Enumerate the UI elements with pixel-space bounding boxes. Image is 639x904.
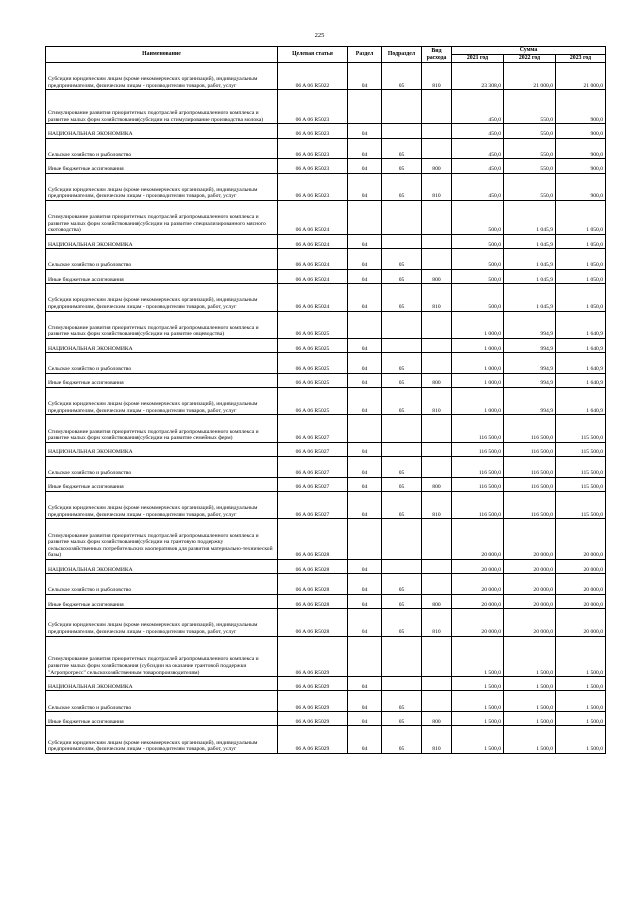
table-row xyxy=(46,726,606,753)
cell-article: 06 A 06 R5029 xyxy=(278,691,348,712)
cell-kind xyxy=(422,311,452,338)
cell-value-2021: 500,0 xyxy=(452,234,504,248)
cell-value-2021: 1 500,0 xyxy=(452,677,504,691)
cell-section xyxy=(348,200,382,234)
header-kind: Вид расхода xyxy=(422,47,452,63)
cell-kind xyxy=(422,200,452,234)
cell-section: 04 xyxy=(348,492,382,519)
cell-section: 04 xyxy=(348,691,382,712)
cell-section xyxy=(348,311,382,338)
header-section: Раздел xyxy=(348,47,382,63)
cell-kind xyxy=(422,90,452,124)
cell-name: Субсидии юридическим лицам (кроме некоммерческих организаций), индивидуальным предпринимателям, физическим лицам - производителям товаров, работ, услуг xyxy=(46,63,278,90)
header-article: Целевая статья xyxy=(278,47,348,63)
cell-value-2021: 500,0 xyxy=(452,269,504,283)
cell-article: 06 A 06 R5029 xyxy=(278,712,348,726)
cell-value-2021: 500,0 xyxy=(452,284,504,311)
header-year-2023: 2023 год xyxy=(556,55,606,63)
cell-section: 04 xyxy=(348,63,382,90)
cell-value-2022: 116 500,0 xyxy=(504,477,556,491)
cell-article: 06 A 06 R5024 xyxy=(278,249,348,270)
cell-value-2022: 1 500,0 xyxy=(504,691,556,712)
cell-value-2023: 20 000,0 xyxy=(556,574,606,595)
cell-name: Сельское хозяйство и рыболовство xyxy=(46,353,278,374)
table-body xyxy=(46,63,606,754)
table-row xyxy=(46,457,606,478)
cell-value-2023: 1 500,0 xyxy=(556,677,606,691)
cell-value-2021: 116 500,0 xyxy=(452,415,504,442)
cell-value-2022: 994,9 xyxy=(504,388,556,415)
cell-name: Субсидии юридическим лицам (кроме некоммерческих организаций), индивидуальным предпринимателям, физическим лицам - производителям товаров, работ, услуг xyxy=(46,609,278,636)
table-row xyxy=(46,138,606,159)
cell-subsection: 05 xyxy=(382,477,422,491)
cell-article: 06 A 06 R5024 xyxy=(278,234,348,248)
cell-article: 06 A 06 R5027 xyxy=(278,477,348,491)
cell-value-2021: 450,0 xyxy=(452,90,504,124)
cell-name: НАЦИОНАЛЬНАЯ ЭКОНОМИКА xyxy=(46,338,278,352)
cell-kind xyxy=(422,574,452,595)
cell-value-2021: 1 500,0 xyxy=(452,691,504,712)
cell-article: 06 A 06 R5025 xyxy=(278,388,348,415)
cell-value-2023: 20 000,0 xyxy=(556,609,606,636)
cell-section: 04 xyxy=(348,477,382,491)
cell-name: Сельское хозяйство и рыболовство xyxy=(46,691,278,712)
header-year-2021: 2021 год xyxy=(452,55,504,63)
header-subsection: Подраздел xyxy=(382,47,422,63)
cell-value-2022: 550,0 xyxy=(504,138,556,159)
cell-value-2021: 1 500,0 xyxy=(452,726,504,753)
cell-value-2023: 1 050,0 xyxy=(556,269,606,283)
cell-section: 04 xyxy=(348,249,382,270)
cell-value-2022: 1 045,9 xyxy=(504,249,556,270)
table-row xyxy=(46,388,606,415)
cell-section: 04 xyxy=(348,159,382,173)
table-row xyxy=(46,124,606,138)
cell-article: 06 A 06 R5027 xyxy=(278,457,348,478)
cell-value-2023: 21 000,0 xyxy=(556,63,606,90)
cell-kind xyxy=(422,457,452,478)
cell-section: 04 xyxy=(348,373,382,387)
cell-subsection: 05 xyxy=(382,595,422,609)
cell-kind: 810 xyxy=(422,726,452,753)
table-row xyxy=(46,159,606,173)
cell-value-2023: 115 500,0 xyxy=(556,442,606,456)
cell-value-2022: 994,9 xyxy=(504,311,556,338)
cell-article: 06 A 06 R5024 xyxy=(278,284,348,311)
header-year-2022: 2022 год xyxy=(504,55,556,63)
cell-kind xyxy=(422,677,452,691)
cell-section: 04 xyxy=(348,560,382,574)
cell-kind xyxy=(422,249,452,270)
cell-name: Иные бюджетные ассигнования xyxy=(46,269,278,283)
cell-value-2023: 900,0 xyxy=(556,124,606,138)
table-row xyxy=(46,442,606,456)
cell-value-2021: 450,0 xyxy=(452,138,504,159)
table-row xyxy=(46,691,606,712)
cell-value-2021: 116 500,0 xyxy=(452,477,504,491)
cell-article: 06 A 06 R5028 xyxy=(278,560,348,574)
cell-value-2022: 116 500,0 xyxy=(504,442,556,456)
cell-kind xyxy=(422,138,452,159)
cell-article: 06 A 06 R5028 xyxy=(278,574,348,595)
cell-name: Иные бюджетные ассигнования xyxy=(46,477,278,491)
cell-section: 04 xyxy=(348,338,382,352)
cell-value-2022: 1 500,0 xyxy=(504,636,556,677)
cell-value-2022: 550,0 xyxy=(504,90,556,124)
cell-name: Иные бюджетные ассигнования xyxy=(46,159,278,173)
cell-kind: 810 xyxy=(422,492,452,519)
cell-subsection: 05 xyxy=(382,173,422,200)
cell-value-2023: 1 050,0 xyxy=(556,284,606,311)
table-row xyxy=(46,609,606,636)
table-row xyxy=(46,560,606,574)
cell-value-2023: 900,0 xyxy=(556,90,606,124)
cell-article: 06 A 06 R5024 xyxy=(278,200,348,234)
cell-article: 06 A 06 R5025 xyxy=(278,311,348,338)
cell-subsection xyxy=(382,124,422,138)
cell-name: Иные бюджетные ассигнования xyxy=(46,595,278,609)
cell-name: Стимулирование развития приоритетных подотраслей агропромышленного комплекса и развитие малых форм хозяйствования (субсидии на оказание грантовой поддержки "Агропрогресс" сельскохозяйственным товаропроизводителям) xyxy=(46,636,278,677)
cell-value-2022: 20 000,0 xyxy=(504,574,556,595)
cell-value-2023: 115 500,0 xyxy=(556,492,606,519)
cell-section: 04 xyxy=(348,353,382,374)
cell-value-2023: 115 500,0 xyxy=(556,457,606,478)
cell-value-2022: 1 045,9 xyxy=(504,200,556,234)
cell-kind xyxy=(422,353,452,374)
cell-section: 04 xyxy=(348,173,382,200)
cell-value-2021: 1 000,0 xyxy=(452,388,504,415)
cell-section: 04 xyxy=(348,677,382,691)
cell-article: 06 A 06 R5027 xyxy=(278,492,348,519)
cell-name: НАЦИОНАЛЬНАЯ ЭКОНОМИКА xyxy=(46,677,278,691)
cell-value-2021: 450,0 xyxy=(452,159,504,173)
table-row xyxy=(46,477,606,491)
cell-value-2023: 20 000,0 xyxy=(556,519,606,560)
cell-kind: 800 xyxy=(422,159,452,173)
cell-value-2021: 116 500,0 xyxy=(452,492,504,519)
cell-section: 04 xyxy=(348,712,382,726)
cell-value-2021: 20 000,0 xyxy=(452,560,504,574)
cell-section: 04 xyxy=(348,609,382,636)
cell-value-2022: 116 500,0 xyxy=(504,457,556,478)
cell-section: 04 xyxy=(348,388,382,415)
cell-kind: 800 xyxy=(422,373,452,387)
table-row xyxy=(46,311,606,338)
cell-article: 06 A 06 R5027 xyxy=(278,442,348,456)
cell-subsection: 05 xyxy=(382,457,422,478)
cell-value-2021: 20 000,0 xyxy=(452,519,504,560)
table-row xyxy=(46,574,606,595)
table-row xyxy=(46,90,606,124)
cell-value-2023: 1 500,0 xyxy=(556,712,606,726)
cell-value-2023: 1 500,0 xyxy=(556,726,606,753)
cell-kind: 810 xyxy=(422,173,452,200)
cell-subsection xyxy=(382,442,422,456)
cell-name: Иные бюджетные ассигнования xyxy=(46,373,278,387)
cell-value-2022: 550,0 xyxy=(504,173,556,200)
budget-table xyxy=(45,46,606,754)
cell-name: Субсидии юридическим лицам (кроме некоммерческих организаций), индивидуальным предпринимателям, физическим лицам - производителям товаров, работ, услуг xyxy=(46,388,278,415)
table-row xyxy=(46,200,606,234)
cell-subsection: 05 xyxy=(382,726,422,753)
cell-value-2023: 1 050,0 xyxy=(556,200,606,234)
cell-article: 06 A 06 R5025 xyxy=(278,338,348,352)
table-row xyxy=(46,63,606,90)
cell-article: 06 A 06 R5022 xyxy=(278,63,348,90)
cell-kind: 810 xyxy=(422,388,452,415)
cell-value-2023: 900,0 xyxy=(556,173,606,200)
cell-section: 04 xyxy=(348,574,382,595)
cell-subsection: 05 xyxy=(382,138,422,159)
cell-value-2022: 20 000,0 xyxy=(504,519,556,560)
cell-kind xyxy=(422,636,452,677)
cell-subsection: 05 xyxy=(382,159,422,173)
cell-value-2021: 500,0 xyxy=(452,200,504,234)
table-row xyxy=(46,373,606,387)
cell-value-2021: 450,0 xyxy=(452,173,504,200)
cell-value-2023: 1 640,9 xyxy=(556,353,606,374)
cell-subsection: 05 xyxy=(382,353,422,374)
table-row xyxy=(46,234,606,248)
cell-kind xyxy=(422,124,452,138)
cell-subsection: 05 xyxy=(382,63,422,90)
cell-article: 06 A 06 R5025 xyxy=(278,373,348,387)
cell-value-2022: 994,9 xyxy=(504,338,556,352)
cell-kind: 810 xyxy=(422,284,452,311)
cell-value-2023: 20 000,0 xyxy=(556,595,606,609)
cell-value-2022: 1 500,0 xyxy=(504,677,556,691)
cell-section: 04 xyxy=(348,457,382,478)
cell-value-2023: 900,0 xyxy=(556,159,606,173)
cell-subsection xyxy=(382,519,422,560)
cell-subsection xyxy=(382,200,422,234)
cell-subsection: 05 xyxy=(382,691,422,712)
cell-subsection: 05 xyxy=(382,373,422,387)
cell-name: Субсидии юридическим лицам (кроме некоммерческих организаций), индивидуальным предпринимателям, физическим лицам - производителям товаров, работ, услуг xyxy=(46,492,278,519)
cell-value-2022: 21 000,0 xyxy=(504,63,556,90)
cell-value-2021: 450,0 xyxy=(452,124,504,138)
table-row xyxy=(46,595,606,609)
cell-kind: 800 xyxy=(422,269,452,283)
cell-section: 04 xyxy=(348,726,382,753)
cell-name: Субсидии юридическим лицам (кроме некоммерческих организаций), индивидуальным предпринимателям, физическим лицам - производителям товаров, работ, услуг xyxy=(46,284,278,311)
cell-value-2022: 1 045,9 xyxy=(504,234,556,248)
cell-kind xyxy=(422,691,452,712)
cell-value-2021: 20 000,0 xyxy=(452,609,504,636)
cell-value-2021: 116 500,0 xyxy=(452,442,504,456)
cell-article: 06 A 06 R5023 xyxy=(278,90,348,124)
cell-name: Субсидии юридическим лицам (кроме некоммерческих организаций), индивидуальным предпринимателям, физическим лицам - производителям товаров, работ, услуг xyxy=(46,726,278,753)
cell-section xyxy=(348,90,382,124)
cell-article: 06 A 06 R5029 xyxy=(278,677,348,691)
cell-name: Стимулирование развития приоритетных подотраслей агропромышленного комплекса и развитие малых форм хозяйствования(субсидии на развитие специализированного мясного скотоводства) xyxy=(46,200,278,234)
cell-name: Стимулирование развития приоритетных подотраслей агропромышленного комплекса и развитие малых форм хозяйствования(субсидии на стимулирование производства молока) xyxy=(46,90,278,124)
cell-value-2023: 115 500,0 xyxy=(556,415,606,442)
table-row xyxy=(46,353,606,374)
cell-section: 04 xyxy=(348,124,382,138)
header-name: Наименование xyxy=(46,47,278,63)
cell-value-2023: 1 500,0 xyxy=(556,636,606,677)
cell-subsection xyxy=(382,90,422,124)
cell-value-2022: 550,0 xyxy=(504,159,556,173)
cell-article: 06 A 06 R5024 xyxy=(278,269,348,283)
cell-kind: 810 xyxy=(422,609,452,636)
cell-kind xyxy=(422,234,452,248)
cell-value-2022: 994,9 xyxy=(504,353,556,374)
cell-name: Сельское хозяйство и рыболовство xyxy=(46,574,278,595)
table-row xyxy=(46,173,606,200)
cell-name: НАЦИОНАЛЬНАЯ ЭКОНОМИКА xyxy=(46,560,278,574)
cell-kind: 800 xyxy=(422,712,452,726)
cell-name: Субсидии юридическим лицам (кроме некоммерческих организаций), индивидуальным предпринимателям, физическим лицам - производителям товаров, работ, услуг xyxy=(46,173,278,200)
cell-article: 06 A 06 R5028 xyxy=(278,609,348,636)
cell-value-2022: 20 000,0 xyxy=(504,595,556,609)
cell-subsection xyxy=(382,677,422,691)
cell-value-2021: 1 500,0 xyxy=(452,712,504,726)
cell-kind xyxy=(422,338,452,352)
cell-value-2023: 1 050,0 xyxy=(556,234,606,248)
cell-kind: 800 xyxy=(422,595,452,609)
table-row xyxy=(46,519,606,560)
cell-value-2021: 1 500,0 xyxy=(452,636,504,677)
cell-article: 06 A 06 R5028 xyxy=(278,519,348,560)
cell-article: 06 A 06 R5023 xyxy=(278,138,348,159)
cell-section xyxy=(348,636,382,677)
cell-article: 06 A 06 R5025 xyxy=(278,353,348,374)
cell-value-2023: 1 640,9 xyxy=(556,373,606,387)
cell-article: 06 A 06 R5023 xyxy=(278,159,348,173)
table-row xyxy=(46,677,606,691)
cell-kind xyxy=(422,415,452,442)
cell-subsection: 05 xyxy=(382,609,422,636)
cell-section: 04 xyxy=(348,234,382,248)
cell-name: НАЦИОНАЛЬНАЯ ЭКОНОМИКА xyxy=(46,442,278,456)
table-row xyxy=(46,415,606,442)
cell-subsection: 05 xyxy=(382,284,422,311)
cell-name: НАЦИОНАЛЬНАЯ ЭКОНОМИКА xyxy=(46,124,278,138)
cell-article: 06 A 06 R5029 xyxy=(278,726,348,753)
cell-name: Сельское хозяйство и рыболовство xyxy=(46,138,278,159)
cell-article: 06 A 06 R5029 xyxy=(278,636,348,677)
cell-name: Стимулирование развития приоритетных подотраслей агропромышленного комплекса и развитие малых форм хозяйствования(субсидии на развитие семейных ферм) xyxy=(46,415,278,442)
cell-value-2023: 900,0 xyxy=(556,138,606,159)
cell-subsection xyxy=(382,415,422,442)
cell-subsection xyxy=(382,311,422,338)
cell-name: Стимулирование развития приоритетных подотраслей агропромышленного комплекса и развитие малых форм хозяйствования(субсидии на развитие овцеводства) xyxy=(46,311,278,338)
cell-value-2022: 994,9 xyxy=(504,373,556,387)
cell-subsection: 05 xyxy=(382,492,422,519)
cell-value-2022: 1 500,0 xyxy=(504,712,556,726)
cell-value-2023: 1 640,9 xyxy=(556,311,606,338)
cell-value-2022: 1 500,0 xyxy=(504,726,556,753)
page-number: 225 xyxy=(314,32,325,39)
cell-section: 04 xyxy=(348,595,382,609)
cell-subsection xyxy=(382,636,422,677)
table-row xyxy=(46,284,606,311)
cell-value-2022: 550,0 xyxy=(504,124,556,138)
cell-kind xyxy=(422,519,452,560)
cell-value-2023: 1 500,0 xyxy=(556,691,606,712)
table-row xyxy=(46,269,606,283)
cell-kind xyxy=(422,560,452,574)
cell-kind xyxy=(422,442,452,456)
cell-article: 06 A 06 R5027 xyxy=(278,415,348,442)
cell-value-2021: 20 000,0 xyxy=(452,595,504,609)
cell-subsection: 05 xyxy=(382,712,422,726)
header-sum: Сумма xyxy=(452,47,606,55)
cell-section: 04 xyxy=(348,442,382,456)
cell-section: 04 xyxy=(348,284,382,311)
cell-name: Сельское хозяйство и рыболовство xyxy=(46,457,278,478)
cell-name: Стимулирование развития приоритетных подотраслей агропромышленного комплекса и развитие малых форм хозяйствования(субсидии на грантовую поддержку сельскохозяйственных потребительских кооперативов для развития материально-технической базы) xyxy=(46,519,278,560)
table-row xyxy=(46,338,606,352)
cell-kind: 810 xyxy=(422,63,452,90)
cell-value-2021: 1 000,0 xyxy=(452,311,504,338)
cell-value-2023: 20 000,0 xyxy=(556,560,606,574)
cell-value-2021: 116 500,0 xyxy=(452,457,504,478)
cell-subsection xyxy=(382,338,422,352)
cell-subsection: 05 xyxy=(382,574,422,595)
cell-value-2023: 1 640,9 xyxy=(556,388,606,415)
cell-subsection: 05 xyxy=(382,388,422,415)
cell-section xyxy=(348,415,382,442)
table-row xyxy=(46,249,606,270)
cell-value-2021: 23 308,0 xyxy=(452,63,504,90)
cell-value-2021: 20 000,0 xyxy=(452,574,504,595)
cell-value-2022: 116 500,0 xyxy=(504,415,556,442)
cell-article: 06 A 06 R5028 xyxy=(278,595,348,609)
cell-subsection: 05 xyxy=(382,249,422,270)
table-row xyxy=(46,492,606,519)
cell-article: 06 A 06 R5023 xyxy=(278,124,348,138)
cell-name: Иные бюджетные ассигнования xyxy=(46,712,278,726)
cell-value-2022: 1 045,9 xyxy=(504,269,556,283)
cell-name: НАЦИОНАЛЬНАЯ ЭКОНОМИКА xyxy=(46,234,278,248)
cell-section: 04 xyxy=(348,138,382,159)
cell-value-2023: 1 640,9 xyxy=(556,338,606,352)
cell-section xyxy=(348,519,382,560)
cell-kind: 800 xyxy=(422,477,452,491)
table-row xyxy=(46,636,606,677)
cell-value-2021: 1 000,0 xyxy=(452,338,504,352)
cell-name: Сельское хозяйство и рыболовство xyxy=(46,249,278,270)
cell-subsection: 05 xyxy=(382,269,422,283)
cell-value-2023: 115 500,0 xyxy=(556,477,606,491)
cell-subsection xyxy=(382,560,422,574)
cell-value-2021: 1 000,0 xyxy=(452,373,504,387)
cell-value-2021: 500,0 xyxy=(452,249,504,270)
cell-value-2022: 20 000,0 xyxy=(504,609,556,636)
table-row xyxy=(46,712,606,726)
cell-value-2022: 20 000,0 xyxy=(504,560,556,574)
cell-article: 06 A 06 R5023 xyxy=(278,173,348,200)
cell-value-2023: 1 050,0 xyxy=(556,249,606,270)
cell-value-2021: 1 000,0 xyxy=(452,353,504,374)
cell-value-2022: 116 500,0 xyxy=(504,492,556,519)
cell-section: 04 xyxy=(348,269,382,283)
cell-value-2022: 1 045,9 xyxy=(504,284,556,311)
cell-subsection xyxy=(382,234,422,248)
